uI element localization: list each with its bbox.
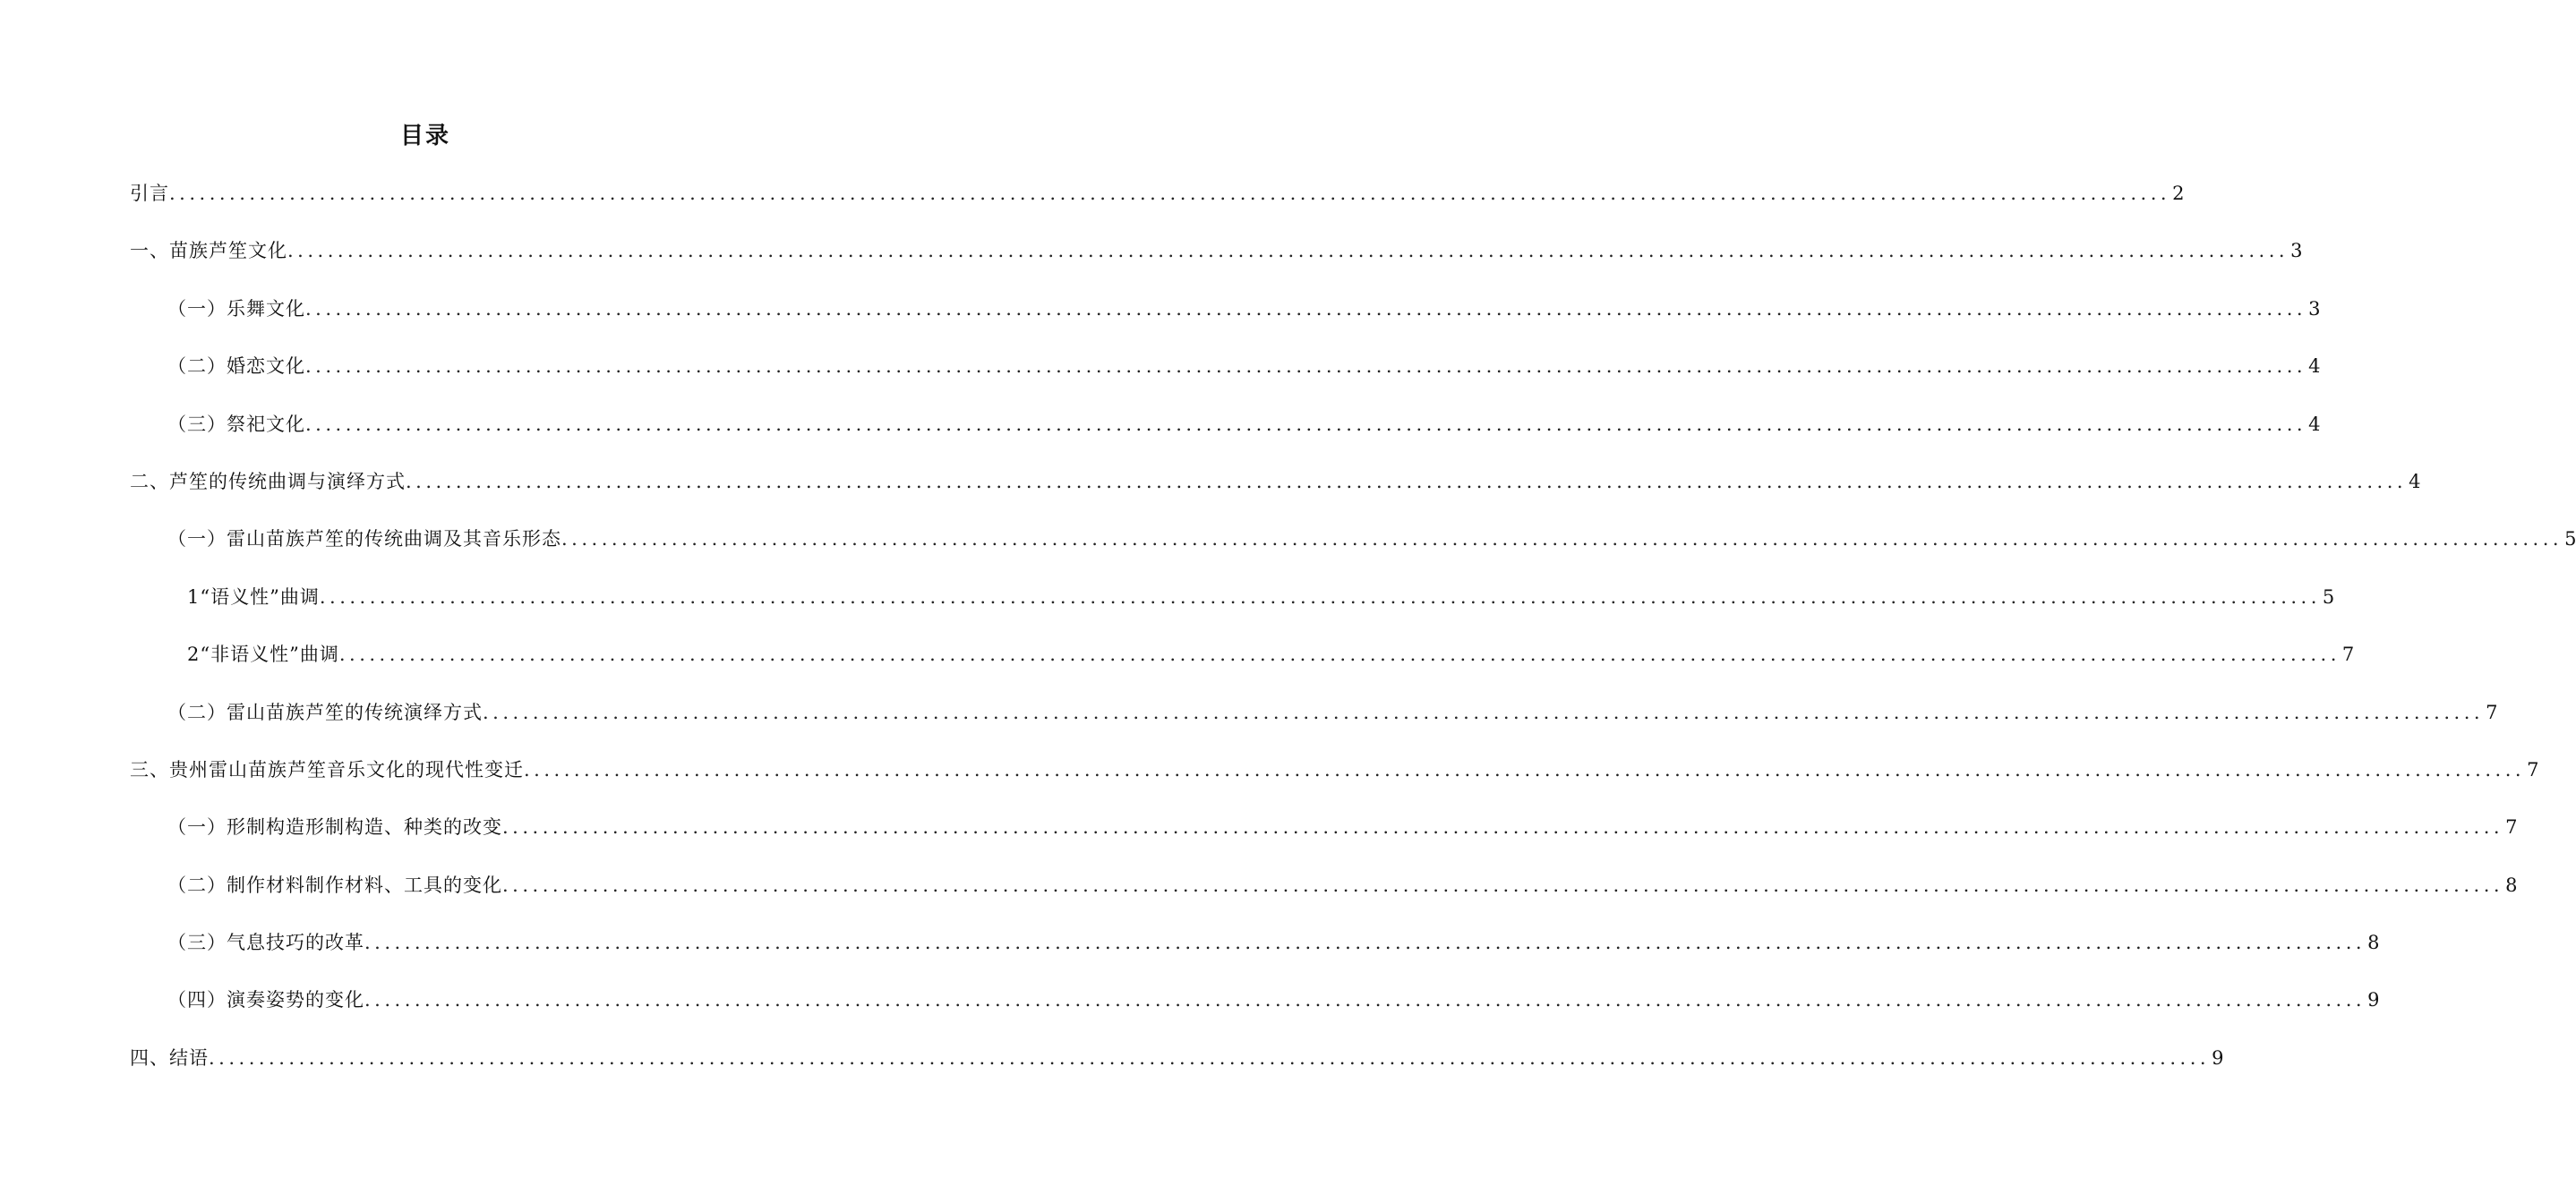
toc-entry-title: 三、贵州雷山苗族芦笙音乐文化的现代性变迁 (130, 758, 524, 781)
toc-dot-leader: ........................................................................................................................................................................................................ (319, 585, 2321, 608)
toc-entry-title: 引言 (130, 183, 169, 204)
toc-entry-title: （二）婚恋文化 (167, 355, 305, 378)
toc-entry[interactable] (130, 636, 2355, 694)
toc-page-number: 2 (2172, 183, 2185, 204)
toc-page-number: 5 (2322, 585, 2335, 608)
toc-dot-leader: ........................................................................................................................................................................................................ (169, 183, 2171, 204)
toc-entry-title: （二）雷山苗族芦笙的传统演绎方式 (167, 701, 483, 723)
toc-entry-title: （一）形制构造形制构造、种类的改变 (167, 816, 502, 839)
toc-dot-leader: ........................................................................................................................................................................................................ (287, 240, 2289, 262)
toc-dot-leader: ........................................................................................................................................................................................................ (305, 355, 2307, 378)
toc-entry[interactable] (130, 521, 2576, 578)
toc-entry-title: （一）乐舞文化 (167, 297, 305, 320)
toc-entry[interactable] (130, 175, 2185, 233)
toc-dot-leader: ........................................................................................................................................................................................................ (305, 297, 2307, 320)
toc-entry[interactable] (130, 1040, 2224, 1097)
toc-entry-title: （四）演奏姿势的变化 (167, 989, 364, 1011)
toc-dot-leader: ........................................................................................................................................................................................................ (561, 528, 2563, 550)
toc-entry[interactable] (130, 809, 2518, 866)
toc-entry[interactable] (130, 982, 2380, 1039)
toc-entry[interactable] (130, 406, 2321, 464)
toc-dot-leader: ........................................................................................................................................................................................................ (502, 816, 2504, 839)
toc-entry[interactable] (130, 695, 2498, 752)
toc-dot-leader: ........................................................................................................................................................................................................ (502, 874, 2504, 896)
toc-page-number: 7 (2341, 644, 2355, 666)
toc-entry[interactable] (130, 233, 2303, 290)
toc-entry-title: 四、结语 (130, 1046, 209, 1069)
toc-entry[interactable] (130, 579, 2335, 636)
toc-entry[interactable] (130, 752, 2539, 809)
toc-dot-leader: ........................................................................................................................................................................................................ (483, 701, 2485, 723)
toc-dot-leader: ........................................................................................................................................................................................................ (209, 1046, 2211, 1069)
toc-dot-leader: ........................................................................................................................................................................................................ (524, 758, 2526, 781)
toc-dot-leader: ........................................................................................................................................................................................................ (305, 413, 2307, 435)
toc-entry[interactable] (130, 348, 2321, 405)
toc-entry-title: （二）制作材料制作材料、工具的变化 (167, 874, 502, 896)
toc-page-number: 9 (2212, 1046, 2224, 1069)
toc-entry[interactable] (130, 867, 2518, 925)
toc-page-number: 9 (2367, 989, 2380, 1011)
toc-page-number: 7 (2486, 701, 2498, 723)
toc-entry-title: 2“非语义性”曲调 (187, 644, 339, 666)
toc-entry[interactable] (130, 291, 2321, 348)
toc-page-number: 4 (2409, 470, 2421, 492)
toc-dot-leader: ........................................................................................................................................................................................................ (338, 644, 2341, 666)
toc-page-number: 8 (2367, 932, 2380, 954)
toc-page-number: 7 (2527, 758, 2539, 781)
toc-page-number: 8 (2505, 874, 2518, 896)
toc-page-number: 4 (2308, 355, 2321, 378)
toc-page-number: 4 (2308, 413, 2321, 435)
toc-entry-title: （三）气息技巧的改革 (167, 932, 364, 954)
table-of-contents (130, 175, 2576, 1097)
toc-dot-leader: ........................................................................................................................................................................................................ (364, 989, 2366, 1011)
toc-entry-title: 一、苗族芦笙文化 (130, 240, 287, 262)
toc-page-number: 7 (2505, 816, 2518, 839)
toc-page-number: 3 (2290, 240, 2303, 262)
toc-entry-title: （三）祭祀文化 (167, 413, 305, 435)
toc-entry[interactable] (130, 464, 2421, 521)
toc-entry-title: 二、芦笙的传统曲调与演绎方式 (130, 470, 406, 492)
toc-dot-leader: ........................................................................................................................................................................................................ (364, 932, 2366, 954)
toc-entry-title: 1“语义性”曲调 (187, 585, 320, 608)
toc-page-number: 3 (2308, 297, 2321, 320)
page-title: 目录 (399, 123, 450, 149)
toc-dot-leader: ........................................................................................................................................................................................................ (406, 470, 2408, 492)
toc-page-number: 5 (2564, 528, 2576, 550)
toc-entry[interactable] (130, 925, 2380, 982)
toc-entry-title: （一）雷山苗族芦笙的传统曲调及其音乐形态 (167, 528, 561, 550)
